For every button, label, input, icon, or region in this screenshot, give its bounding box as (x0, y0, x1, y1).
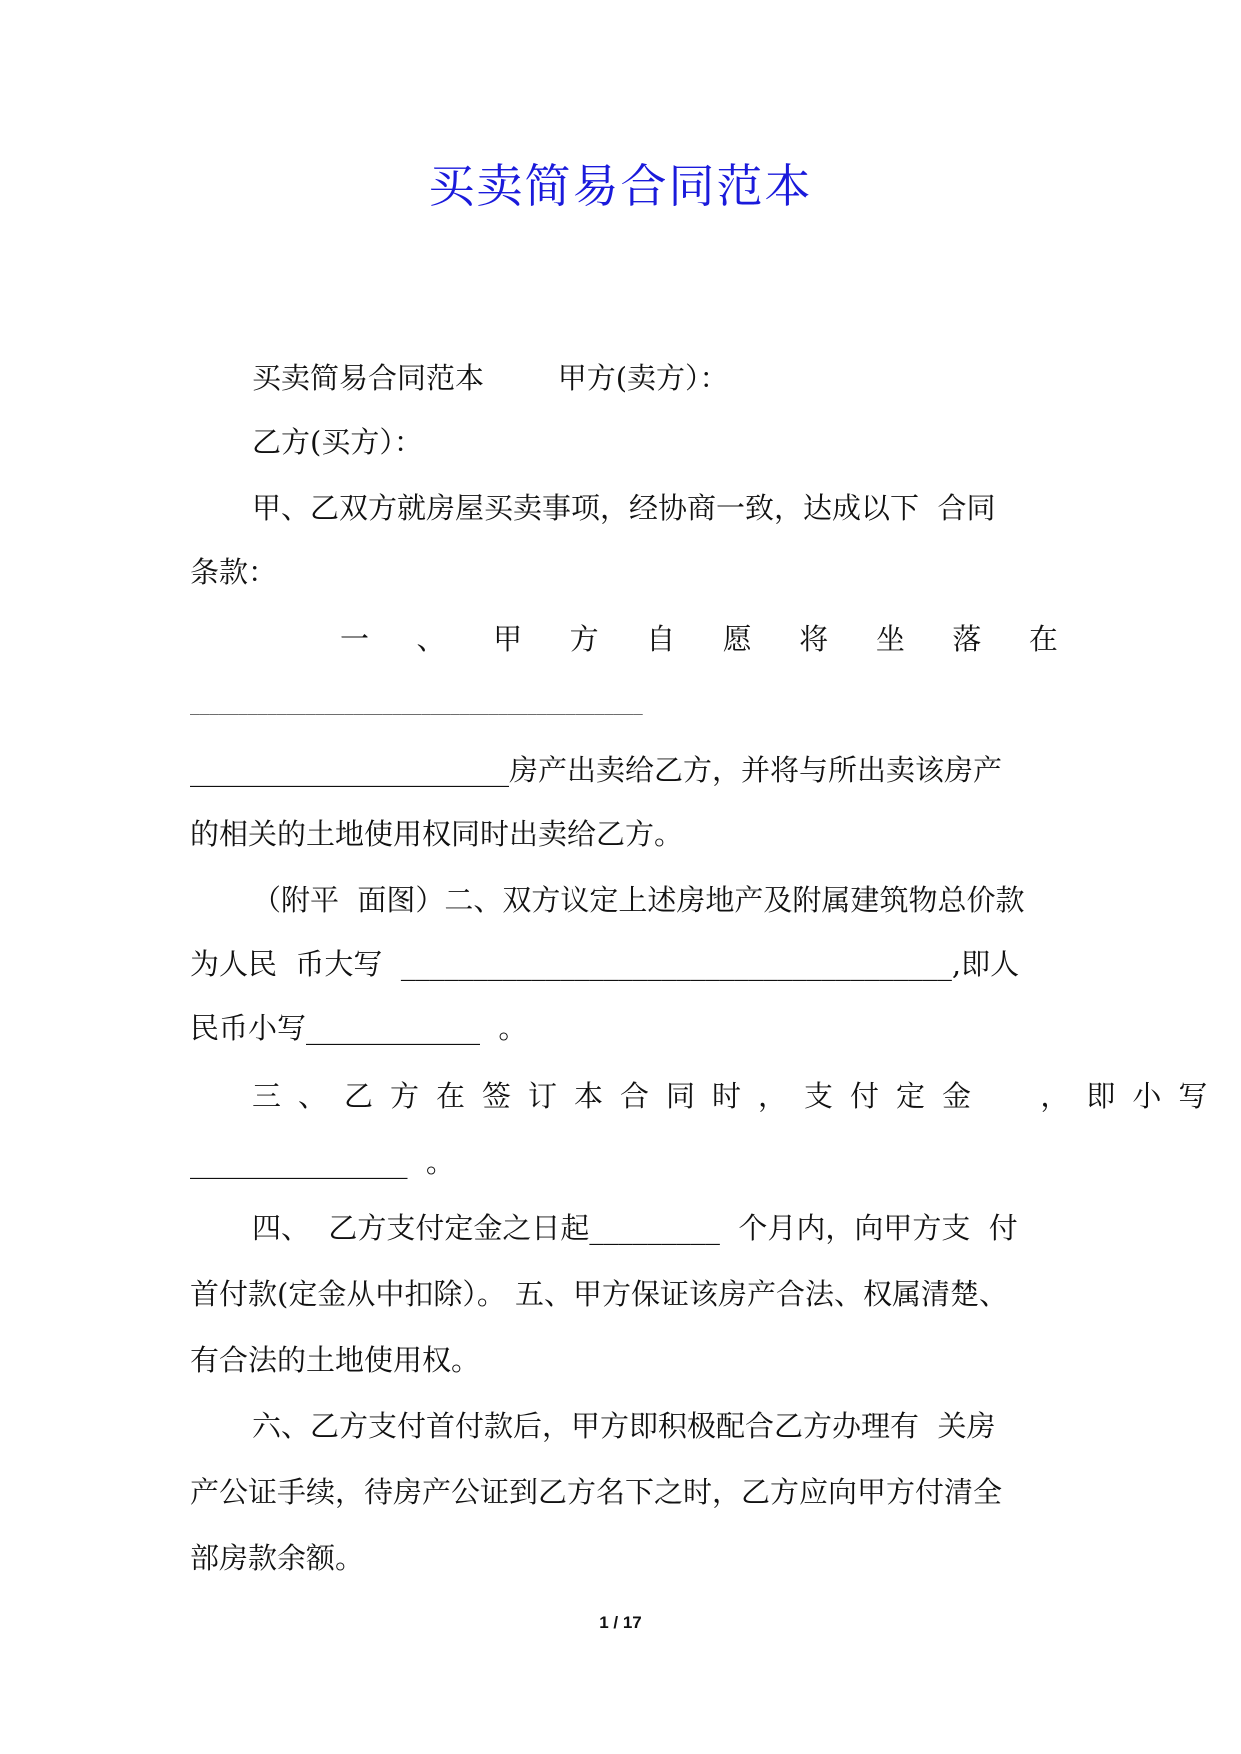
clause-4-line-2: 首付款(定金从中扣除）。 五、甲方保证该房产合法、权属清楚、 (190, 1277, 1009, 1311)
clause-1-spaced-line (340, 617, 1058, 661)
spaced-char: 甲 (493, 622, 523, 656)
clause-3-line-2: _______________ 。 (190, 1145, 455, 1179)
clause-6-line-3: 部房款余额。 (190, 1541, 365, 1575)
document-title: 买卖简易合同范本 (428, 159, 813, 213)
clause-2-line-2: 为人民 币大写 ______________________________________,即人 (190, 947, 1020, 981)
spaced-char: 自 (646, 622, 676, 656)
clause-1-line-2: ______________________房产出卖给乙方，并将与所出卖该房产 (190, 753, 1003, 787)
page-number: 1 / 17 (599, 1613, 642, 1632)
preamble-line: 甲、乙双方就房屋买卖事项，经协商一致，达成以下 合同 (252, 491, 996, 525)
spaced-char: 在 (1028, 622, 1058, 656)
clause-5-line: 有合法的土地使用权。 (190, 1343, 481, 1377)
party-b-line: 乙方(买方）： (252, 425, 423, 459)
party-a-line: 买卖简易合同范本 甲方(卖方）： (252, 361, 729, 395)
spaced-char: 愿 (722, 622, 752, 656)
clause-6-line-1: 六、乙方支付首付款后，甲方即积极配合乙方办理有 关房 (252, 1409, 996, 1443)
clause-6-line-2: 产公证手续，待房产公证到乙方名下之时，乙方应向甲方付清全 (190, 1475, 1003, 1509)
clause-2-line-3: 民币小写____________ 。 (190, 1011, 528, 1045)
spaced-char: 方 (569, 622, 599, 656)
clause-2-line-1: （附平 面图）二、双方议定上述房地产及附属建筑物总价款 (252, 883, 1025, 917)
clause-1-line-3: 的相关的土地使用权同时出卖给乙方。 (190, 817, 684, 851)
spaced-char: 一 (340, 622, 370, 656)
address-blank-line: _______________________________________________ (190, 696, 643, 715)
spaced-char: 坐 (875, 622, 905, 656)
spaced-char: 落 (952, 622, 982, 656)
spaced-char: 将 (799, 622, 829, 656)
preamble-line-2: 条款： (190, 555, 278, 589)
spaced-char: 、 (416, 622, 446, 656)
clause-3-line-1: 三、乙方在签订本合同时，支付定金 ，即小写 (252, 1079, 1225, 1113)
clause-4-line-1: 四、 乙方支付定金之日起_________ 个月内，向甲方支 付 (252, 1211, 1018, 1245)
